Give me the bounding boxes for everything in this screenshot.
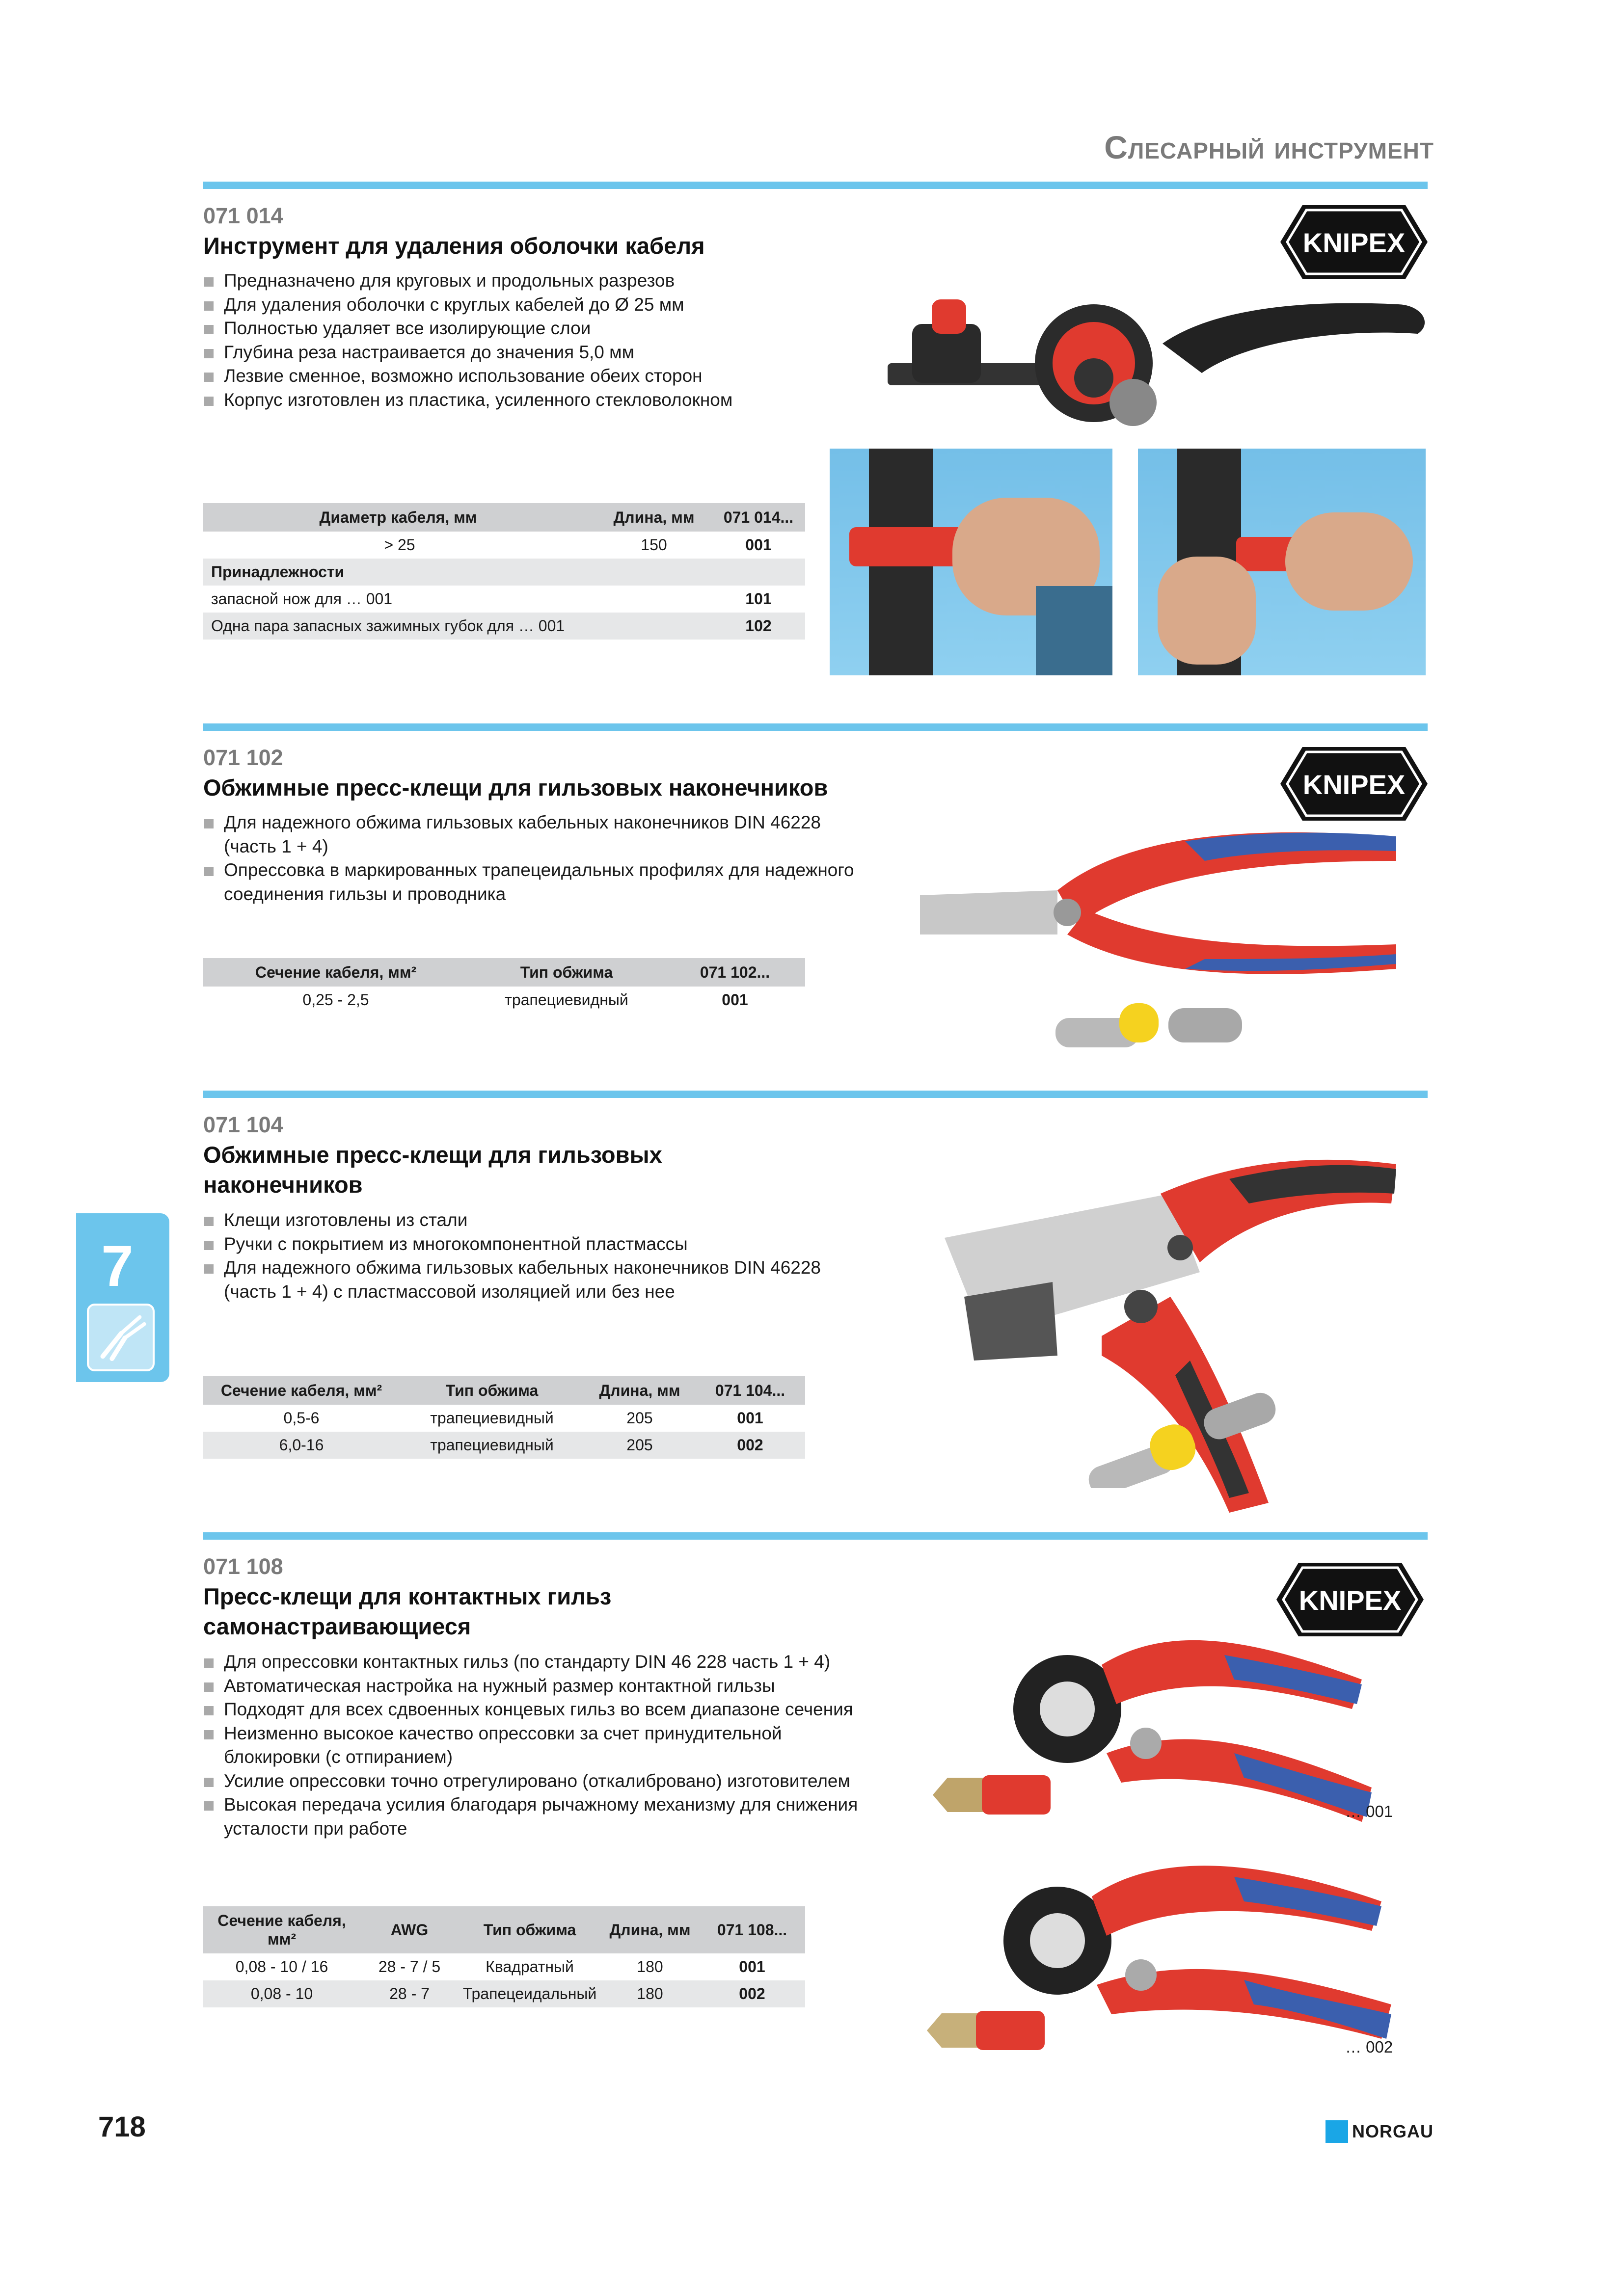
table-header: 071 102... (665, 958, 805, 987)
table-cell: запасной нож для … 001 (211, 590, 393, 608)
table-row (203, 987, 805, 1014)
table-cell: 28 - 7 (360, 1980, 459, 2007)
feature-item: Для надежного обжима гильзовых кабельных наконечников DIN 46228 (часть 1 + 4) с пластмассовой изоляцией или без нее (203, 1256, 856, 1304)
contact-sleeve-image (933, 1773, 1055, 1817)
section-rule (203, 1532, 1428, 1540)
feature-list (203, 269, 891, 412)
product-code: 071 104 (203, 1112, 283, 1137)
table-row (203, 532, 805, 559)
table-header: Длина, мм (596, 503, 712, 532)
spec-table (203, 958, 805, 1014)
pliers-icon (87, 1304, 155, 1371)
feature-item: Клещи изготовлены из стали (203, 1208, 856, 1232)
table-cell: 28 - 7 / 5 (378, 1958, 441, 1976)
product-title: Инструмент для удаления оболочки кабеля (203, 233, 705, 259)
table-header: 071 108... (699, 1906, 805, 1953)
feature-list (203, 811, 856, 906)
feature-item: Автоматическая настройка на нужный размер контактной гильзы (203, 1674, 861, 1698)
knipex-logo (1280, 205, 1428, 279)
feature-item: Ручки с покрытием из многокомпонентной пластмассы (203, 1232, 856, 1256)
feature-item: Для удаления оболочки с круглых кабелей до Ø 25 мм (203, 293, 891, 317)
table-subheader: Принадлежности (203, 559, 805, 586)
table-cell: 205 (626, 1409, 653, 1427)
feature-item: Подходят для всех сдвоенных концевых гильз во всем диапазоне сечения (203, 1698, 861, 1722)
table-header: Длина, мм (584, 1376, 695, 1405)
product-section-071102 (203, 723, 1428, 1067)
usage-photo-2 (1138, 449, 1426, 675)
product-code: 071 108 (203, 1554, 283, 1579)
table-row (203, 613, 805, 640)
feature-item: Неизменно высокое качество опрессовки за счет принудительной блокировки (с отпиранием) (203, 1722, 861, 1769)
table-header: Сечение кабеля, мм² (203, 1376, 400, 1405)
product-title: Обжимные пресс-клещи для гильзовых наконечников (203, 774, 828, 801)
page-number: 718 (98, 2111, 146, 2143)
table-row (203, 1980, 805, 2007)
table-cell: Одна пара запасных зажимных губок для … 001 (203, 613, 712, 640)
feature-item: Усилие опрессовки точно отрегулировано (откалибровано) изготовителем (203, 1769, 861, 1793)
svg-text:KNIPEX: KNIPEX (1302, 227, 1406, 258)
brand-square-icon (1325, 2120, 1348, 2143)
table-row (203, 1953, 805, 1980)
product-title: Обжимные пресс-клещи для гильзовых наконечников (203, 1142, 662, 1198)
table-cell: Трапецеидальный (459, 1980, 601, 2007)
table-cell: трапециевидный (505, 991, 628, 1009)
table-header: Тип обжима (400, 1376, 584, 1405)
table-cell: 0,08 - 10 (203, 1980, 360, 2007)
feature-item: Лезвие сменное, возможно использование обеих сторон (203, 364, 891, 388)
svg-text:KNIPEX: KNIPEX (1298, 1585, 1402, 1616)
table-header: Длина, мм (601, 1906, 699, 1953)
table-cell: 0,25 - 2,5 (302, 991, 369, 1009)
feature-list (203, 1208, 856, 1304)
table-cell: 180 (637, 1958, 663, 1976)
article-code: 001 (739, 1958, 765, 1976)
table-subheader-row (203, 559, 805, 586)
spec-table (203, 1376, 805, 1459)
table-cell: трапециевидный (400, 1432, 584, 1459)
table-row (203, 1405, 805, 1432)
feature-item: Предназначено для круговых и продольных разрезов (203, 269, 891, 293)
feature-item: Опрессовка в маркированных трапецеидальных профилях для надежного соединения гильзы и проводника (203, 858, 856, 906)
table-header: Диаметр кабеля, мм (203, 503, 596, 532)
product-title: Пресс-клещи для контактных гильз самонастраивающиеся (203, 1583, 612, 1639)
page-section-title: Слесарный инструмент (1104, 129, 1434, 165)
chapter-number: 7 (101, 1234, 134, 1299)
table-header: 071 014... (712, 503, 805, 532)
ferrule-image (1070, 1390, 1306, 1488)
chapter-tab[interactable] (76, 1213, 169, 1382)
table-cell: 0,08 - 10 / 16 (235, 1958, 328, 1976)
feature-item: Корпус изготовлен из пластика, усиленного стекловолокном (203, 388, 891, 412)
section-rule (203, 723, 1428, 731)
svg-text:KNIPEX: KNIPEX (1302, 769, 1406, 800)
contact-sleeve-image (927, 2008, 1050, 2053)
table-cell: 205 (584, 1432, 695, 1459)
article-code: 102 (712, 613, 805, 640)
article-code: 002 (695, 1432, 805, 1459)
table-row (203, 1432, 805, 1459)
feature-list (203, 1650, 861, 1841)
spec-table (203, 503, 805, 640)
table-cell: трапециевидный (430, 1409, 554, 1427)
feature-item: Полностью удаляет все изолирующие слои (203, 317, 891, 341)
table-header: Тип обжима (459, 1906, 601, 1953)
knipex-logo (1280, 747, 1428, 821)
feature-item: Глубина реза настраивается до значения 5,0 мм (203, 341, 891, 365)
table-row (203, 586, 805, 613)
brand-name: NORGAU (1352, 2121, 1434, 2141)
brand-logo (1325, 2120, 1434, 2143)
table-cell: 150 (641, 536, 667, 554)
feature-item: Для надежного обжима гильзовых кабельных наконечников DIN 46228 (часть 1 + 4) (203, 811, 856, 858)
table-cell: 0,5-6 (283, 1409, 320, 1427)
table-header: Сечение кабеля, мм² (203, 1906, 360, 1953)
section-rule (203, 1091, 1428, 1098)
table-header: AWG (360, 1906, 459, 1953)
table-header: 071 104... (695, 1376, 805, 1405)
article-code: 101 (745, 590, 772, 608)
crimping-pliers-image (910, 822, 1431, 988)
usage-photo-1 (830, 449, 1112, 675)
cable-stripper-image (858, 280, 1428, 427)
article-code: 001 (722, 991, 748, 1009)
table-cell: 180 (601, 1980, 699, 2007)
article-code: 001 (737, 1409, 763, 1427)
ferrule-image (1046, 984, 1252, 1057)
product-section-071108 (203, 1532, 1428, 2062)
feature-item: Для опрессовки контактных гильз (по стандарту DIN 46 228 часть 1 + 4) (203, 1650, 861, 1674)
table-cell: 6,0-16 (203, 1432, 400, 1459)
table-header: Тип обжима (468, 958, 665, 987)
product-code: 071 102 (203, 745, 283, 770)
feature-item: Высокая передача усилия благодаря рычажному механизму для снижения усталости при работе (203, 1793, 861, 1841)
article-code: 002 (699, 1980, 805, 2007)
variant-caption: … 002 (1345, 2038, 1393, 2056)
table-cell: > 25 (384, 536, 415, 554)
table-cell: Квадратный (486, 1958, 574, 1976)
table-header: Сечение кабеля, мм² (203, 958, 468, 987)
product-section-071014 (203, 182, 1428, 682)
section-rule (203, 182, 1428, 189)
spec-table (203, 1906, 805, 2007)
product-code: 071 014 (203, 203, 283, 228)
article-code: 001 (745, 536, 772, 554)
variant-caption: … 001 (1345, 1802, 1393, 1820)
product-section-071104 (203, 1091, 1428, 1522)
